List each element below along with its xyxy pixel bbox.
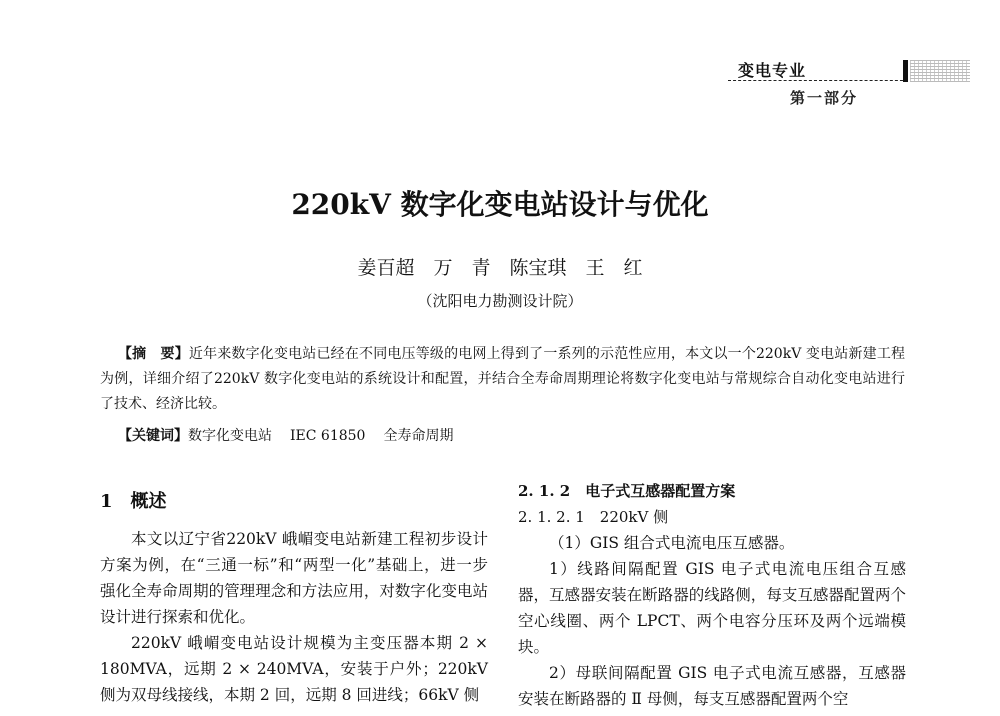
body-paragraph: （1）GIS 组合式电流电压互感器。 (549, 534, 795, 552)
abstract (100, 342, 905, 417)
right-column (518, 478, 906, 712)
left-column (100, 526, 488, 708)
subsection-heading: 2. 1. 2 电子式互感器配置方案 (518, 482, 736, 500)
affiliation: （沈阳电力勘测设计院） (417, 292, 583, 310)
keyword-item: 数字化变电站 (188, 428, 272, 444)
header-divider (728, 80, 908, 81)
subsubsection-heading: 2. 1. 2. 1 220kV 侧 (518, 508, 669, 526)
body-paragraph: 1）线路间隔配置 GIS 电子式电流电压组合互感器，互感器安装在断路器的线路侧，每支互感器配置两个空心线圈、两个 LPCT、两个电容分压环及两个远端模块。 (518, 560, 906, 656)
header-bar-mark (903, 60, 908, 82)
author-list: 姜百超 万 青 陈宝琪 王 红 (357, 257, 643, 279)
keyword-item: IEC 61850 (290, 428, 366, 444)
body-paragraph: 本文以辽宁省220kV 峨嵋变电站新建工程初步设计方案为例，在“三通一标”和“两型一化”基础上，进一步强化全寿命周期的管理理念和方法应用，对数字化变电站设计进行探索和优化。 (100, 530, 488, 626)
body-paragraph: 220kV 峨嵋变电站设计规模为主变压器本期 2 × 180MVA，远期 2 × 240MVA，安装于户外；220kV 侧为双母线接线，本期 2 回，远期 8 回进线；66kV 侧 (100, 634, 488, 704)
journal-section-label: 变电专业 (738, 61, 807, 80)
part-label: 第一部分 (790, 89, 859, 107)
abstract-text: 近年来数字化变电站已经在不同电压等级的电网上得到了一系列的示范性应用，本文以一个220kV 变电站新建工程为例，详细介绍了220kV 数字化变电站的系统设计和配置，并结合全寿命周期理论将数字化变电站与常规综合自动化变电站进行了技术、经济比较。 (100, 346, 905, 412)
paper-title: 220kV 数字化变电站设计与优化 (291, 188, 709, 221)
keywords-tag: 【关键词】 (118, 428, 188, 444)
section-heading-overview: 1 概述 (100, 491, 167, 512)
body-paragraph: 2）母联间隔配置 GIS 电子式电流互感器，互感器安装在断路器的 Ⅱ 母侧，每支互感器配置两个空 (518, 664, 906, 708)
abstract-tag: 【摘 要】 (118, 346, 189, 362)
keywords (118, 425, 471, 445)
header-pattern-decoration (910, 60, 970, 82)
keyword-item: 全寿命周期 (383, 428, 454, 444)
